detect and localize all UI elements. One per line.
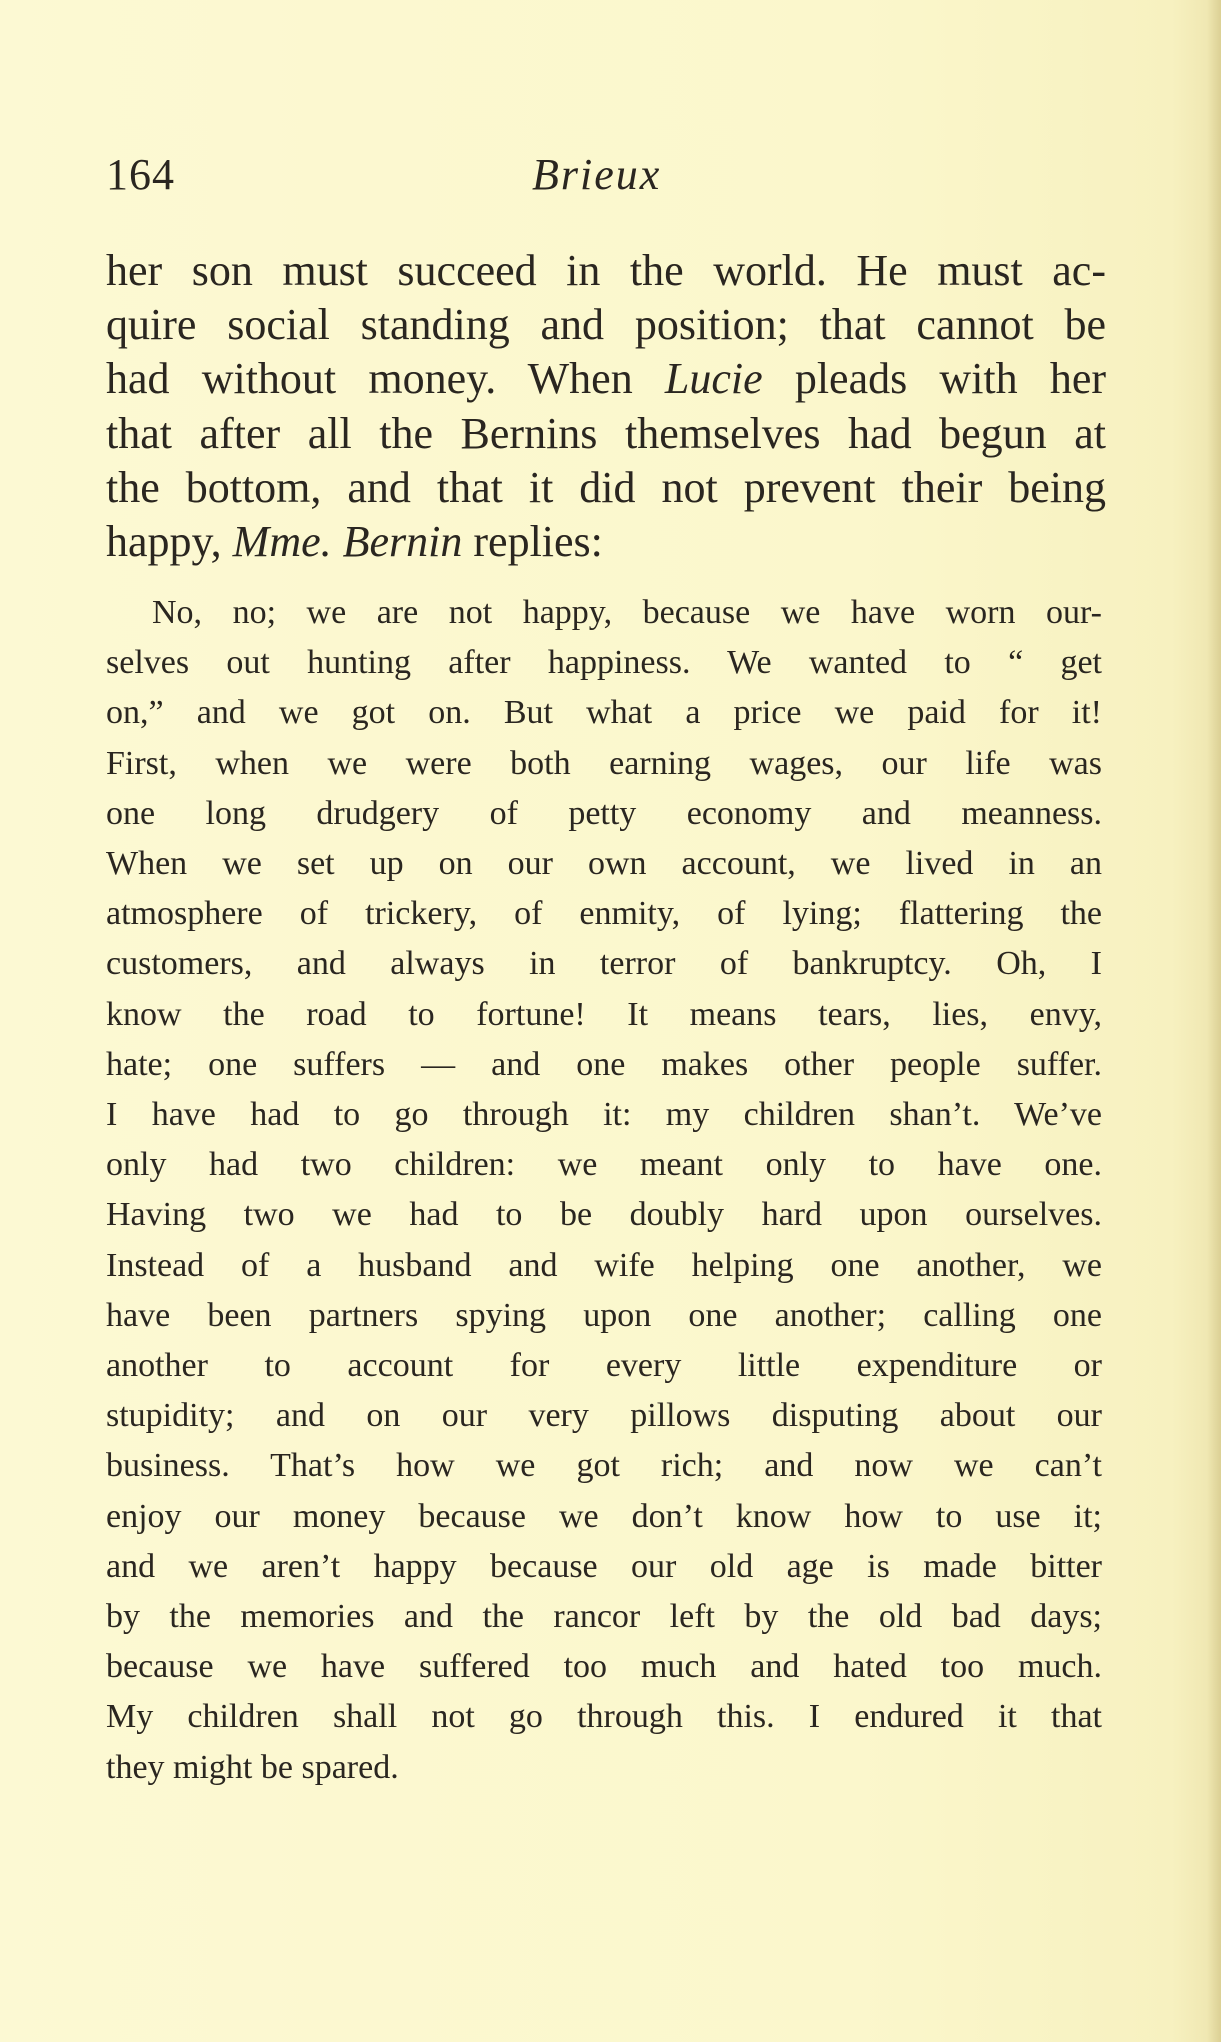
- quote-line: only had two children: we meant only to have one.: [106, 1146, 1102, 1184]
- quote-line: Having two we had to be doubly hard upon ourselves.: [106, 1196, 1102, 1234]
- quote-line: because we have suffered too much and hated too much.: [106, 1648, 1102, 1686]
- quote-line: customers, and always in terror of bankruptcy. Oh, I: [106, 945, 1102, 983]
- quote-line: My children shall not go through this. I endured it that: [106, 1698, 1102, 1736]
- block-quotation: [106, 588, 1102, 1793]
- quote-line: hate; one suffers — and one makes other people suffer.: [106, 1045, 1102, 1083]
- page-edge-shadow: [1207, 0, 1221, 2042]
- paragraph-line: quire social standing and position; that cannot be: [106, 300, 1106, 350]
- running-title: Brieux: [532, 150, 662, 199]
- quote-line: another to account for every little expenditure or: [106, 1347, 1102, 1385]
- quote-line: by the memories and the rancor left by the old bad days;: [106, 1598, 1102, 1636]
- quote-line: stupidity; and on our very pillows disputing about our: [106, 1397, 1102, 1435]
- page-number: 164: [106, 150, 175, 199]
- paragraph-line: [106, 352, 1106, 406]
- quote-line: atmosphere of trickery, of enmity, of lying; flattering the: [106, 895, 1102, 933]
- paragraph-line: her son must succeed in the world. He must ac-: [106, 246, 1106, 295]
- quote-line: know the road to fortune! It means tears, lies, envy,: [106, 995, 1102, 1033]
- quote-line: have been partners spying upon one another; calling one: [106, 1296, 1102, 1334]
- character-name-lucie: Lucie: [664, 354, 763, 404]
- quote-line: When we set up on our own account, we lived in an: [106, 845, 1102, 883]
- paragraph-text: replies:: [462, 517, 603, 567]
- paragraph-line: the bottom, and that it did not prevent their being: [106, 462, 1106, 512]
- paragraph-text: pleads with her: [762, 354, 1107, 404]
- quote-line: selves out hunting after happiness. We wanted to “ get: [106, 644, 1102, 682]
- quote-line: No, no; we are not happy, because we have worn our-: [152, 594, 1102, 631]
- body-paragraph: [106, 244, 1106, 569]
- paragraph-line: that after all the Bernins themselves had begun at: [106, 408, 1106, 458]
- paragraph-line: [106, 515, 1106, 569]
- page-header: [106, 140, 1106, 210]
- paragraph-text: happy,: [106, 517, 233, 567]
- quote-line: on,” and we got on. But what a price we paid for it!: [106, 694, 1102, 732]
- quote-line: business. That’s how we got rich; and now we can’t: [106, 1447, 1102, 1485]
- character-name-mme-bernin: Mme. Bernin: [232, 517, 463, 567]
- quote-line: enjoy our money because we don’t know how to use it;: [106, 1497, 1102, 1535]
- quote-line: they might be spared.: [106, 1748, 399, 1786]
- quote-line: one long drudgery of petty economy and meanness.: [106, 794, 1102, 832]
- quote-line: and we aren’t happy because our old age is made bitter: [106, 1547, 1102, 1585]
- paragraph-text: had without money. When: [106, 354, 665, 404]
- quote-line: Instead of a husband and wife helping one another, we: [106, 1246, 1102, 1284]
- quote-line: I have had to go through it: my children shan’t. We’ve: [106, 1096, 1102, 1134]
- quote-line: First, when we were both earning wages, our life was: [106, 744, 1102, 782]
